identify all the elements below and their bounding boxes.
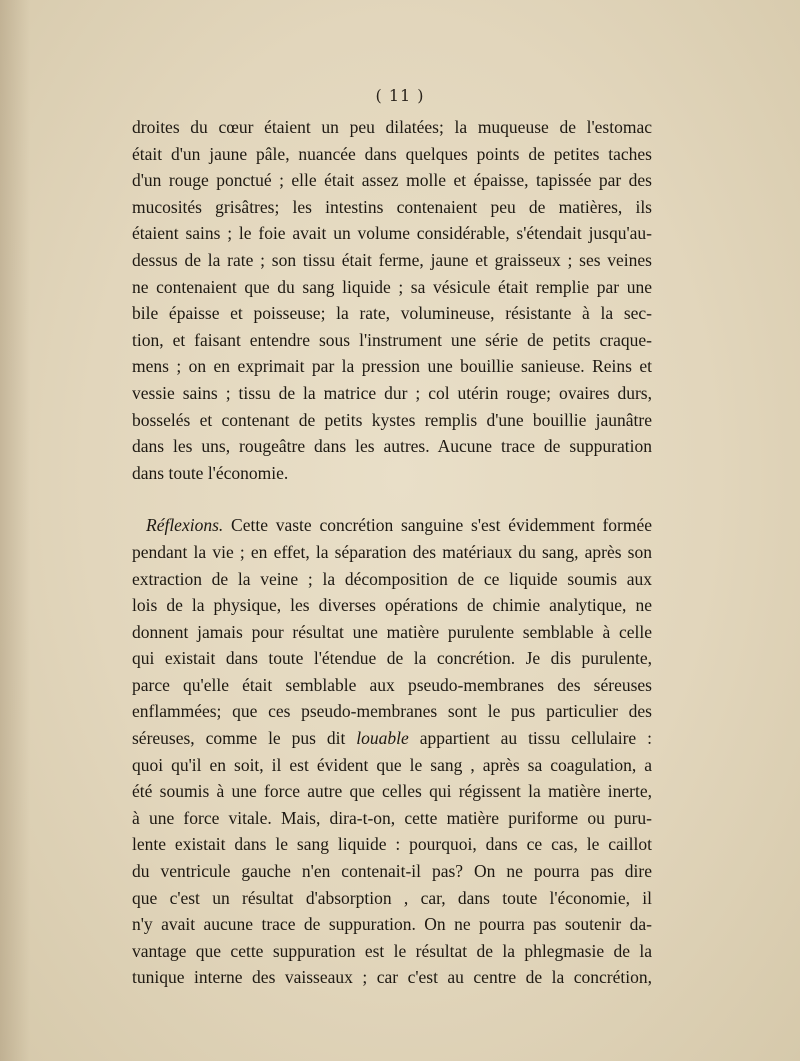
text-line: étaient sains ; le foie avait un volume considérable, s'étendait jusqu'au- [132,223,652,244]
text-line: que c'est un résultat d'absorption , car, dans toute l'économie, il [132,887,652,908]
text-line-first [132,512,652,539]
page-number: ( 11 ) [375,86,425,105]
text-line: séreuses, comme le pus dit louable appartient au tissu cellulaire : [132,728,652,749]
text-line: quoi qu'il en soit, il est évident que le sang , après sa coagulation, a [132,754,652,775]
reflexions-label: Réflexions. [146,515,224,536]
text-line: donnent jamais pour résultat une matière purulente semblable à celle [132,621,652,642]
text-line: à une force vitale. Mais, dira-t-on, cette matière puriforme ou puru- [132,807,652,828]
emphasis-louable: louable [356,728,409,749]
gutter-shadow [0,0,30,1061]
text-line: du ventricule gauche n'en contenait-il pas? On ne pourra pas dire [132,861,652,882]
paragraph-1 [132,114,652,486]
text-line: n'y avait aucune trace de suppuration. On ne pourra pas soutenir da- [132,914,652,935]
text-line: droites du cœur étaient un peu dilatées; la muqueuse de l'estomac [132,117,652,137]
text-line: parce qu'elle était semblable aux pseudo-membranes des séreuses [132,674,652,695]
text-line: vantage que cette suppuration est le résultat de la phlegmasie de la [132,940,652,961]
text-line-rest: Cette vaste concrétion sanguine s'est évidemment formée [231,515,653,536]
text-line: extraction de la veine ; la décomposition de ce liquide soumis aux [132,568,652,589]
paragraph-2 [132,512,652,991]
text-line: été soumis à une force autre que celles qui régissent la matière inerte, [132,781,652,802]
paragraph-gap [132,486,652,512]
text-line: bile épaisse et poisseuse; la rate, volumineuse, résistante à la sec- [132,303,652,324]
text-line: dans toute l'économie. [132,462,289,483]
text-line: mucosités grisâtres; les intestins contenaient peu de matières, ils [132,196,652,217]
text-line: lente existait dans le sang liquide : pourquoi, dans ce cas, le caillot [132,834,652,855]
text-line: bosselés et contenant de petits kystes remplis d'une bouillie jaunâtre [132,409,652,430]
text-line: lois de la physique, les diverses opérations de chimie analytique, ne [132,595,652,616]
text-line: pendant la vie ; en effet, la séparation des matériaux du sang, après son [132,541,652,562]
text-line: tion, et faisant entendre sous l'instrument une série de petits craque- [132,329,652,350]
text-line: mens ; on en exprimait par la pression une bouillie sanieuse. Reins et [132,356,652,377]
text-line: vessie sains ; tissu de la matrice dur ; col utérin rouge; ovaires durs, [132,382,652,403]
text-body [132,114,652,991]
text-line: dessus de la rate ; son tissu était ferme, jaune et graisseux ; ses veines [132,249,652,270]
text-line: ne contenaient que du sang liquide ; sa vésicule était remplie par une [132,276,652,297]
text-line: enflammées; que ces pseudo-membranes sont le pus particulier des [132,701,652,722]
text-line: qui existait dans toute l'étendue de la concrétion. Je dis purulente, [132,648,652,669]
text-line: dans les uns, rougeâtre dans les autres. Aucune trace de suppuration [132,436,652,457]
text-line: tunique interne des vaisseaux ; car c'est au centre de la concrétion, [132,967,652,988]
text-line: d'un rouge ponctué ; elle était assez molle et épaisse, tapissée par des [132,170,652,191]
text-line: était d'un jaune pâle, nuancée dans quelques points de petites taches [132,143,652,164]
